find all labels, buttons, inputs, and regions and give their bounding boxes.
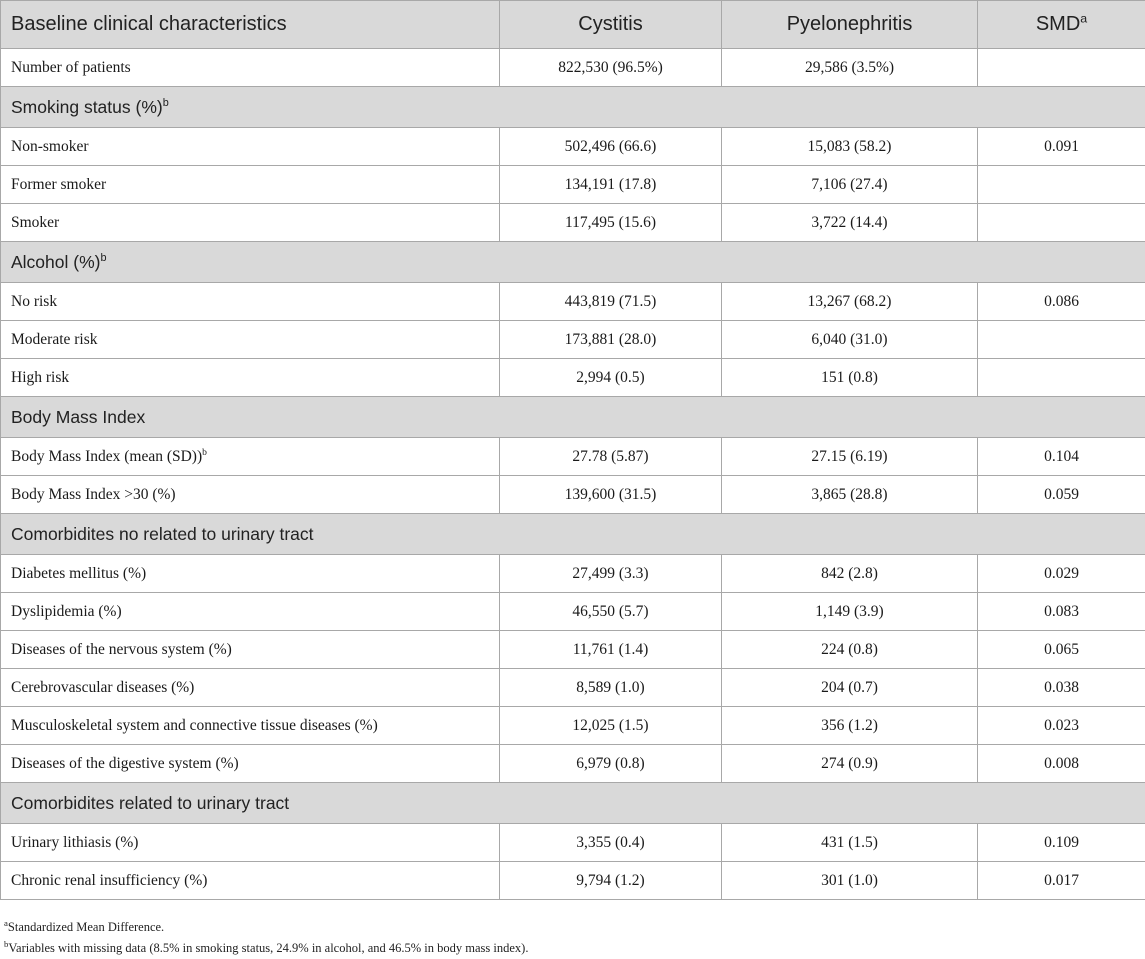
smd-value: 0.059 xyxy=(978,476,1145,514)
table-row xyxy=(1,669,1145,707)
row-label xyxy=(1,128,500,166)
row-label xyxy=(1,824,500,862)
section-header-row xyxy=(1,783,1145,824)
footnote-text: Variables with missing data (8.5% in smoking status, 24.9% in alcohol, and 46.5% in body mass index). xyxy=(8,941,528,955)
smd-value: 0.091 xyxy=(978,128,1145,166)
row-label xyxy=(1,862,500,900)
cystitis-value: 134,191 (17.8) xyxy=(500,166,722,204)
row-label-text: Smoker xyxy=(11,214,59,231)
pyelonephritis-value: 27.15 (6.19) xyxy=(722,438,978,476)
cystitis-value: 12,025 (1.5) xyxy=(500,707,722,745)
smd-value: 0.038 xyxy=(978,669,1145,707)
row-label-text: Musculoskeletal system and connective tissue diseases (%) xyxy=(11,717,378,734)
cystitis-value: 822,530 (96.5%) xyxy=(500,49,722,87)
pyelonephritis-value: 6,040 (31.0) xyxy=(722,321,978,359)
cystitis-value: 3,355 (0.4) xyxy=(500,824,722,862)
smd-value xyxy=(978,204,1145,242)
section-header-row xyxy=(1,514,1145,555)
row-label xyxy=(1,359,500,397)
table-row xyxy=(1,49,1145,87)
table-row xyxy=(1,438,1145,476)
smd-value: 0.104 xyxy=(978,438,1145,476)
smd-value: 0.017 xyxy=(978,862,1145,900)
row-label-text: Number of patients xyxy=(11,59,131,76)
row-label-text: Diseases of the digestive system (%) xyxy=(11,755,239,772)
row-label-text: Urinary lithiasis (%) xyxy=(11,834,138,851)
pyelonephritis-value: 356 (1.2) xyxy=(722,707,978,745)
smd-value: 0.065 xyxy=(978,631,1145,669)
smd-value: 0.086 xyxy=(978,283,1145,321)
header-pyelonephritis: Pyelonephritis xyxy=(722,1,978,49)
cystitis-value: 117,495 (15.6) xyxy=(500,204,722,242)
row-label-text: No risk xyxy=(11,293,57,310)
cystitis-value: 11,761 (1.4) xyxy=(500,631,722,669)
section-title xyxy=(1,397,1145,438)
section-title xyxy=(1,514,1145,555)
table-row xyxy=(1,593,1145,631)
table-body xyxy=(1,49,1145,900)
cystitis-value: 139,600 (31.5) xyxy=(500,476,722,514)
smd-value xyxy=(978,166,1145,204)
pyelonephritis-value: 224 (0.8) xyxy=(722,631,978,669)
table-row xyxy=(1,283,1145,321)
row-label xyxy=(1,204,500,242)
row-label xyxy=(1,49,500,87)
cystitis-value: 6,979 (0.8) xyxy=(500,745,722,783)
section-title-text: Comorbidites related to urinary tract xyxy=(11,793,289,813)
table-row xyxy=(1,128,1145,166)
cystitis-value: 443,819 (71.5) xyxy=(500,283,722,321)
footnote xyxy=(4,917,528,938)
section-title-text: Alcohol (%) xyxy=(11,252,100,272)
table-row xyxy=(1,862,1145,900)
table-row xyxy=(1,359,1145,397)
section-title-text: Smoking status (%) xyxy=(11,97,163,117)
smd-value xyxy=(978,321,1145,359)
section-title-sup: b xyxy=(163,97,169,109)
section-title-text: Body Mass Index xyxy=(11,407,145,427)
footnote-marker: b xyxy=(4,939,8,949)
section-title xyxy=(1,242,1145,283)
footnotes xyxy=(4,917,528,959)
row-label-text: Non-smoker xyxy=(11,138,89,155)
smd-value: 0.023 xyxy=(978,707,1145,745)
smd-value xyxy=(978,359,1145,397)
pyelonephritis-value: 1,149 (3.9) xyxy=(722,593,978,631)
footnote-marker: a xyxy=(4,918,8,928)
cystitis-value: 27,499 (3.3) xyxy=(500,555,722,593)
row-label-text: Moderate risk xyxy=(11,331,98,348)
table-row xyxy=(1,824,1145,862)
pyelonephritis-value: 7,106 (27.4) xyxy=(722,166,978,204)
smd-value: 0.029 xyxy=(978,555,1145,593)
table-row xyxy=(1,321,1145,359)
section-header-row xyxy=(1,87,1145,128)
header-smd xyxy=(978,1,1145,49)
pyelonephritis-value: 301 (1.0) xyxy=(722,862,978,900)
row-label-text: Chronic renal insufficiency (%) xyxy=(11,872,207,889)
row-label-text: Body Mass Index (mean (SD)) xyxy=(11,448,202,465)
row-label xyxy=(1,669,500,707)
pyelonephritis-value: 431 (1.5) xyxy=(722,824,978,862)
section-header-row xyxy=(1,397,1145,438)
row-label-text: Cerebrovascular diseases (%) xyxy=(11,679,194,696)
row-label-text: Dyslipidemia (%) xyxy=(11,603,122,620)
header-characteristics: Baseline clinical characteristics xyxy=(1,1,500,49)
smd-value: 0.008 xyxy=(978,745,1145,783)
header-cystitis: Cystitis xyxy=(500,1,722,49)
smd-value xyxy=(978,49,1145,87)
row-label-text: Former smoker xyxy=(11,176,106,193)
row-label xyxy=(1,321,500,359)
smd-value: 0.109 xyxy=(978,824,1145,862)
row-label-text: Diabetes mellitus (%) xyxy=(11,565,146,582)
pyelonephritis-value: 15,083 (58.2) xyxy=(722,128,978,166)
table-row xyxy=(1,204,1145,242)
cystitis-value: 502,496 (66.6) xyxy=(500,128,722,166)
section-title xyxy=(1,783,1145,824)
row-label xyxy=(1,476,500,514)
pyelonephritis-value: 204 (0.7) xyxy=(722,669,978,707)
table-row xyxy=(1,166,1145,204)
pyelonephritis-value: 29,586 (3.5%) xyxy=(722,49,978,87)
pyelonephritis-value: 274 (0.9) xyxy=(722,745,978,783)
pyelonephritis-value: 13,267 (68.2) xyxy=(722,283,978,321)
cystitis-value: 2,994 (0.5) xyxy=(500,359,722,397)
table-header xyxy=(1,1,1145,49)
cystitis-value: 9,794 (1.2) xyxy=(500,862,722,900)
footnote-text: Standardized Mean Difference. xyxy=(8,920,164,934)
cystitis-value: 46,550 (5.7) xyxy=(500,593,722,631)
table-row xyxy=(1,631,1145,669)
header-smd-label: SMD xyxy=(1036,13,1080,35)
row-label xyxy=(1,745,500,783)
header-row xyxy=(1,1,1145,49)
row-label-text: High risk xyxy=(11,369,69,386)
row-label-text: Diseases of the nervous system (%) xyxy=(11,641,232,658)
cystitis-value: 173,881 (28.0) xyxy=(500,321,722,359)
table-row xyxy=(1,476,1145,514)
row-label xyxy=(1,555,500,593)
pyelonephritis-value: 151 (0.8) xyxy=(722,359,978,397)
row-label xyxy=(1,707,500,745)
row-label xyxy=(1,283,500,321)
header-smd-sup: a xyxy=(1080,11,1087,25)
row-label xyxy=(1,166,500,204)
pyelonephritis-value: 3,722 (14.4) xyxy=(722,204,978,242)
footnote xyxy=(4,938,528,959)
table-row xyxy=(1,707,1145,745)
cystitis-value: 27.78 (5.87) xyxy=(500,438,722,476)
table-row xyxy=(1,745,1145,783)
cystitis-value: 8,589 (1.0) xyxy=(500,669,722,707)
section-title xyxy=(1,87,1145,128)
pyelonephritis-value: 842 (2.8) xyxy=(722,555,978,593)
row-label xyxy=(1,631,500,669)
section-title-sup: b xyxy=(100,252,106,264)
row-label xyxy=(1,438,500,476)
table-row xyxy=(1,555,1145,593)
row-label-sup: b xyxy=(202,446,207,457)
section-title-text: Comorbidites no related to urinary tract xyxy=(11,524,314,544)
row-label-text: Body Mass Index >30 (%) xyxy=(11,486,176,503)
smd-value: 0.083 xyxy=(978,593,1145,631)
pyelonephritis-value: 3,865 (28.8) xyxy=(722,476,978,514)
section-header-row xyxy=(1,242,1145,283)
row-label xyxy=(1,593,500,631)
